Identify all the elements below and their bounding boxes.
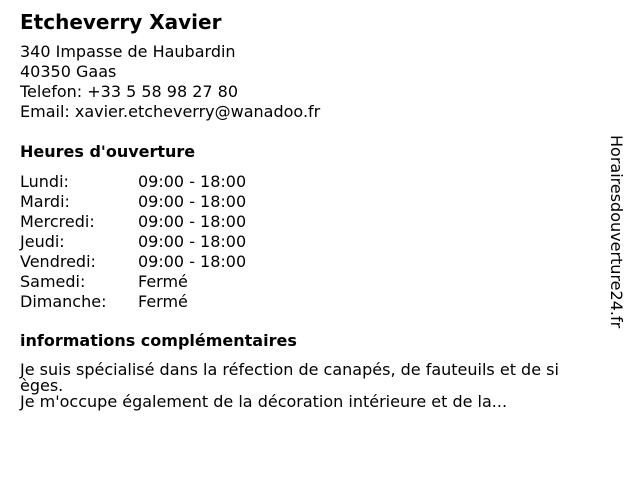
hours-row-thursday xyxy=(20,232,610,252)
hours-day: Mercredi: xyxy=(20,212,95,231)
info-line-3: Je m'occupe également de la décoration intérieure et de la... xyxy=(20,392,508,411)
site-watermark: Horairesdouverture24.fr xyxy=(607,135,626,329)
hours-row-friday xyxy=(20,252,610,272)
contact-block xyxy=(20,42,610,122)
hours-day: Samedi: xyxy=(20,272,86,291)
hours-day: Mardi: xyxy=(20,192,70,211)
hours-time: 09:00 - 18:00 xyxy=(138,232,247,251)
opening-hours-title: Heures d'ouverture xyxy=(20,142,196,161)
info-line-2: èges. xyxy=(20,376,64,395)
additional-info-title: informations complémentaires xyxy=(20,331,297,350)
hours-day: Jeudi: xyxy=(20,232,65,251)
hours-day: Vendredi: xyxy=(20,252,96,271)
city-line: 40350 Gaas xyxy=(20,62,117,81)
address-line: 340 Impasse de Haubardin xyxy=(20,42,236,61)
hours-day: Lundi: xyxy=(20,172,69,191)
hours-time: 09:00 - 18:00 xyxy=(138,172,247,191)
hours-time: Fermé xyxy=(138,292,188,311)
hours-time: Fermé xyxy=(138,272,188,291)
hours-day: Dimanche: xyxy=(20,292,107,311)
hours-row-sunday xyxy=(20,292,610,312)
email-line: Email: xavier.etcheverry@wanadoo.fr xyxy=(20,102,321,121)
hours-row-wednesday xyxy=(20,212,610,232)
hours-time: 09:00 - 18:00 xyxy=(138,192,247,211)
phone-line: Telefon: +33 5 58 98 27 80 xyxy=(20,82,239,101)
hours-row-saturday xyxy=(20,272,610,292)
opening-hours-table xyxy=(20,172,610,312)
hours-time: 09:00 - 18:00 xyxy=(138,252,247,271)
business-card xyxy=(20,8,610,410)
hours-row-tuesday xyxy=(20,192,610,212)
hours-row-monday xyxy=(20,172,610,192)
additional-info-text xyxy=(20,362,610,410)
business-name: Etcheverry Xavier xyxy=(20,10,222,34)
hours-time: 09:00 - 18:00 xyxy=(138,212,247,231)
info-line-1: Je suis spécialisé dans la réfection de canapés, de fauteuils et de si xyxy=(20,360,559,379)
